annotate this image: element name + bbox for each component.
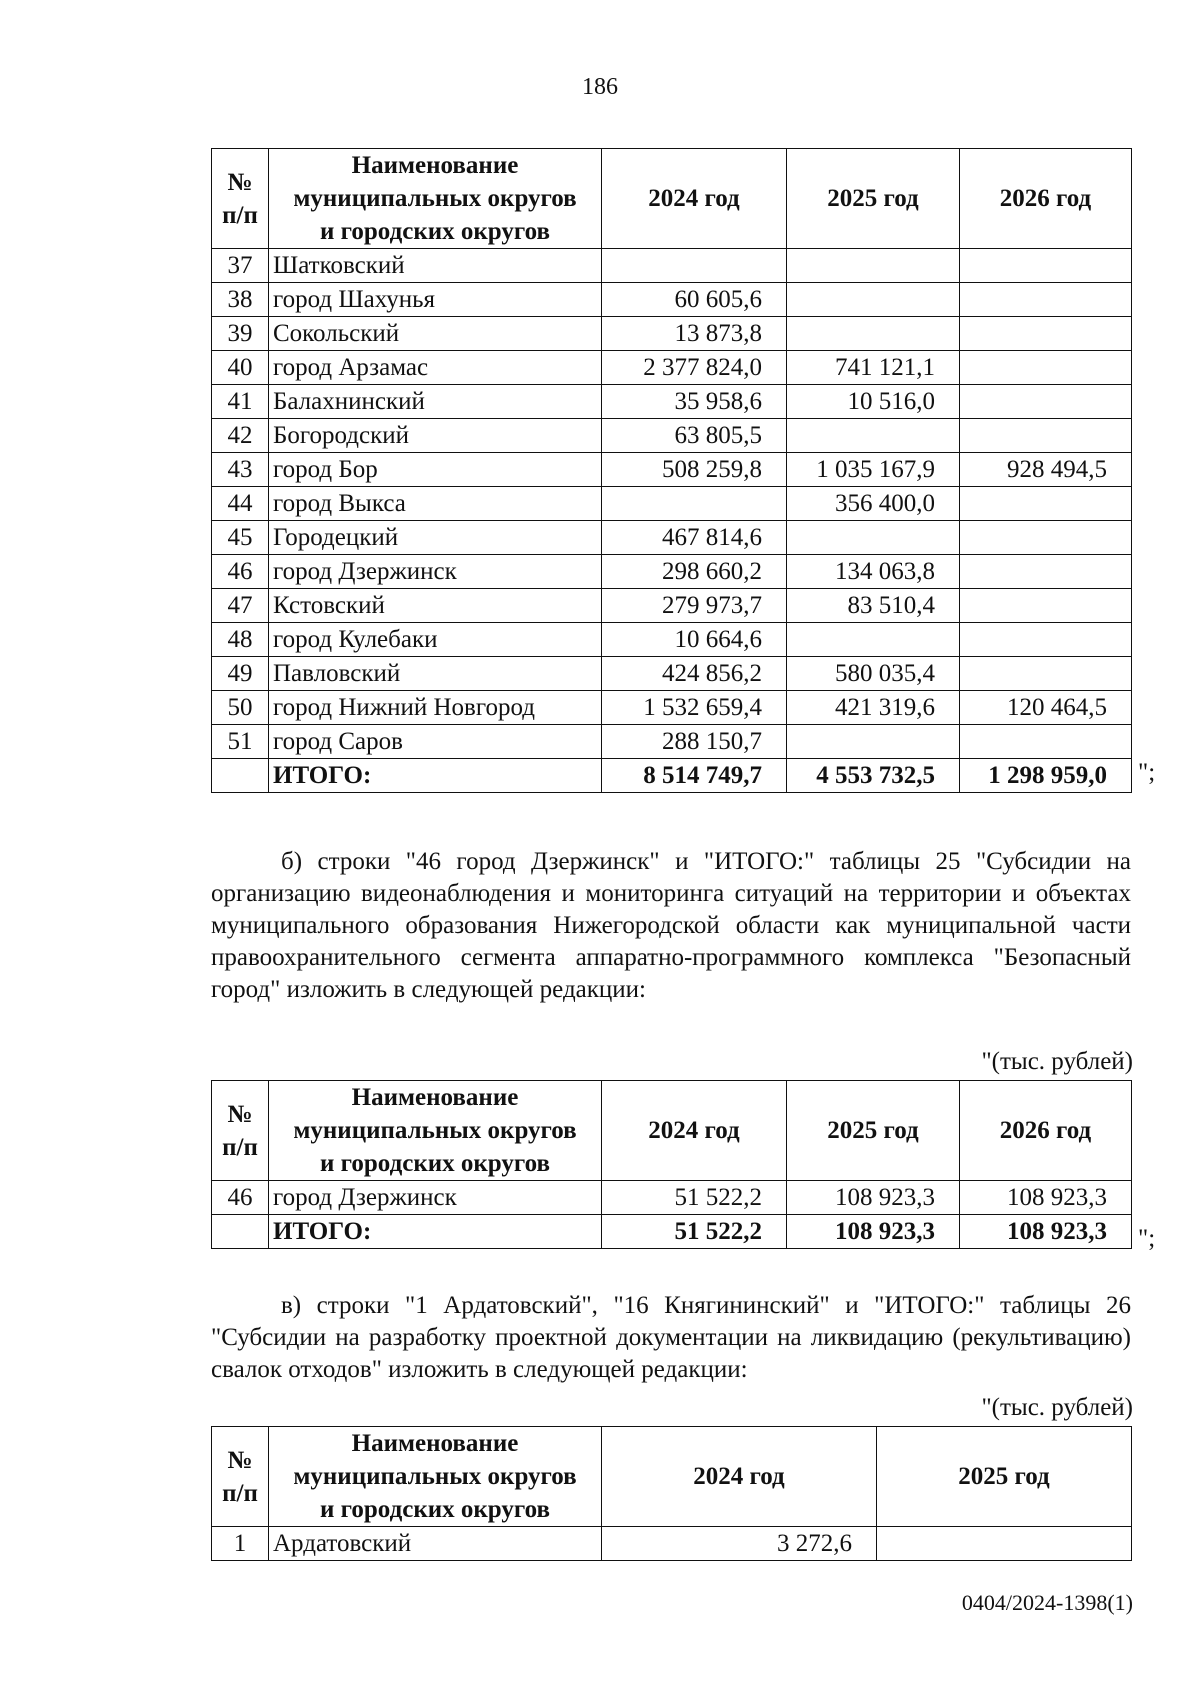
header-name-line1: Наименование [351,152,519,179]
paragraph-b-text: б) строки "46 город Дзержинск" и "ИТОГО:" таблицы 25 "Субсидии на организацию видеонаблюдения и мониторинга ситуаций на территории и объектах муниципального образования Нижегородской области как муниципальной части правоохранительного сегмента аппаратно-программного комплекса "Безопасный город" изложить в следующей редакции: [211,848,1131,1003]
header-name-line2: муниципальных округов [293,1117,577,1144]
row-2025 [787,521,960,555]
row-name: город Дзержинск [269,555,602,589]
table-subsidies-continued [211,148,1132,793]
row-name: Шатковский [269,249,602,283]
row-2025 [787,419,960,453]
header-2024: 2024 год [602,1427,877,1527]
table-25 [211,1080,1132,1249]
row-number: 43 [212,453,269,487]
header-2025: 2025 год [787,149,960,249]
total-2025: 108 923,3 [787,1215,960,1249]
header-number-line1: № [227,1446,253,1474]
table-row [212,249,1132,283]
header-number-line1: № [227,168,253,196]
row-2026 [960,283,1132,317]
row-2025: 580 035,4 [787,657,960,691]
row-2026 [960,419,1132,453]
row-2025 [787,283,960,317]
row-2024: 3 272,6 [602,1527,877,1561]
table-row [212,283,1132,317]
row-number: 46 [212,555,269,589]
row-2026 [960,487,1132,521]
row-2024: 35 958,6 [602,385,787,419]
row-2025: 108 923,3 [787,1181,960,1215]
row-2026: 928 494,5 [960,453,1132,487]
row-2025: 1 035 167,9 [787,453,960,487]
row-2025 [787,317,960,351]
row-name: город Дзержинск [269,1181,602,1215]
header-2024: 2024 год [602,149,787,249]
header-name [269,149,602,249]
table-row [212,1181,1132,1215]
row-2026 [960,725,1132,759]
row-name: город Бор [269,453,602,487]
row-number: 46 [212,1181,269,1215]
row-2024: 298 660,2 [602,555,787,589]
header-name-line1: Наименование [351,1084,519,1111]
row-2024 [602,249,787,283]
row-name: Сокольский [269,317,602,351]
table-row [212,623,1132,657]
table-row [212,691,1132,725]
table1-closing-quote: "; [1138,759,1156,786]
row-name: город Саров [269,725,602,759]
table-row [212,589,1132,623]
total-2024: 8 514 749,7 [602,759,787,793]
row-2026 [960,249,1132,283]
paragraph-b [211,846,1131,1006]
table2-closing-quote: "; [1138,1225,1156,1252]
row-name: город Шахунья [269,283,602,317]
total-2024: 51 522,2 [602,1215,787,1249]
row-2024: 2 377 824,0 [602,351,787,385]
header-name-line3: и городских округов [320,1150,550,1177]
row-number: 48 [212,623,269,657]
header-name-line2: муниципальных округов [293,185,577,212]
header-number-line2: п/п [222,201,258,229]
row-number: 45 [212,521,269,555]
row-number: 51 [212,725,269,759]
header-name-line3: и городских округов [320,218,550,245]
row-name: Ардатовский [269,1527,602,1561]
row-2025 [877,1527,1132,1561]
row-number: 50 [212,691,269,725]
table-26 [211,1426,1132,1561]
row-2026 [960,317,1132,351]
row-2024: 279 973,7 [602,589,787,623]
row-2024: 63 805,5 [602,419,787,453]
row-2026 [960,521,1132,555]
total-2025: 4 553 732,5 [787,759,960,793]
row-name: Городецкий [269,521,602,555]
row-2024: 10 664,6 [602,623,787,657]
unit-label-b: "(тыс. рублей) [981,1048,1133,1075]
row-2024: 467 814,6 [602,521,787,555]
header-number [212,1081,269,1181]
header-2026: 2026 год [960,149,1132,249]
row-number-empty [212,1215,269,1249]
row-number: 1 [212,1527,269,1561]
row-2024: 1 532 659,4 [602,691,787,725]
row-2025: 134 063,8 [787,555,960,589]
row-number: 38 [212,283,269,317]
row-2024 [602,487,787,521]
row-2026: 108 923,3 [960,1181,1132,1215]
header-2025: 2025 год [877,1427,1132,1527]
row-2024: 288 150,7 [602,725,787,759]
table-row [212,657,1132,691]
row-2024: 424 856,2 [602,657,787,691]
row-2026: 120 464,5 [960,691,1132,725]
row-2024: 51 522,2 [602,1181,787,1215]
row-2024: 60 605,6 [602,283,787,317]
header-name [269,1081,602,1181]
unit-label-v: "(тыс. рублей) [981,1394,1133,1421]
row-2025: 741 121,1 [787,351,960,385]
row-number: 47 [212,589,269,623]
row-2025 [787,725,960,759]
row-number: 41 [212,385,269,419]
row-name: Балахнинский [269,385,602,419]
row-2025 [787,249,960,283]
table-row [212,487,1132,521]
row-number: 40 [212,351,269,385]
row-number: 39 [212,317,269,351]
row-2026 [960,555,1132,589]
header-name [269,1427,602,1527]
row-name: Павловский [269,657,602,691]
total-label: ИТОГО: [269,759,602,793]
header-number [212,1427,269,1527]
table-row [212,351,1132,385]
row-2026 [960,589,1132,623]
row-number-empty [212,759,269,793]
page-number: 186 [582,74,618,100]
header-name-line1: Наименование [351,1430,519,1457]
total-2026: 108 923,3 [960,1215,1132,1249]
table-row [212,555,1132,589]
row-2026 [960,351,1132,385]
total-2026: 1 298 959,0 [960,759,1132,793]
paragraph-v-text: в) строки "1 Ардатовский", "16 Княгининский" и "ИТОГО:" таблицы 26 "Субсидии на разработку проектной документации на ликвидацию (рекультивацию) свалок отходов" изложить в следующей редакции: [211,1292,1131,1383]
row-2026 [960,623,1132,657]
row-2026 [960,657,1132,691]
table-row [212,725,1132,759]
row-name: город Выкса [269,487,602,521]
row-name: город Кулебаки [269,623,602,657]
row-name: Кстовский [269,589,602,623]
header-2024: 2024 год [602,1081,787,1181]
header-number-line2: п/п [222,1133,258,1161]
header-number [212,149,269,249]
paragraph-v [211,1290,1131,1386]
document-id: 0404/2024-1398(1) [961,1590,1133,1615]
row-name: Богородский [269,419,602,453]
row-2025: 83 510,4 [787,589,960,623]
total-label: ИТОГО: [269,1215,602,1249]
row-2024: 508 259,8 [602,453,787,487]
table-row [212,419,1132,453]
row-number: 44 [212,487,269,521]
header-number-line1: № [227,1100,253,1128]
table-row [212,453,1132,487]
row-2025: 356 400,0 [787,487,960,521]
table-row [212,1527,1132,1561]
row-2026 [960,385,1132,419]
header-number-line2: п/п [222,1479,258,1507]
header-name-line3: и городских округов [320,1496,550,1523]
total-row [212,759,1132,793]
row-name: город Арзамас [269,351,602,385]
table-row [212,521,1132,555]
row-2024: 13 873,8 [602,317,787,351]
row-2025 [787,623,960,657]
row-2025: 421 319,6 [787,691,960,725]
row-number: 42 [212,419,269,453]
row-number: 37 [212,249,269,283]
total-row [212,1215,1132,1249]
table-row [212,385,1132,419]
header-2025: 2025 год [787,1081,960,1181]
table-row [212,317,1132,351]
header-2026: 2026 год [960,1081,1132,1181]
row-number: 49 [212,657,269,691]
row-name: город Нижний Новгород [269,691,602,725]
header-name-line2: муниципальных округов [293,1463,577,1490]
row-2025: 10 516,0 [787,385,960,419]
